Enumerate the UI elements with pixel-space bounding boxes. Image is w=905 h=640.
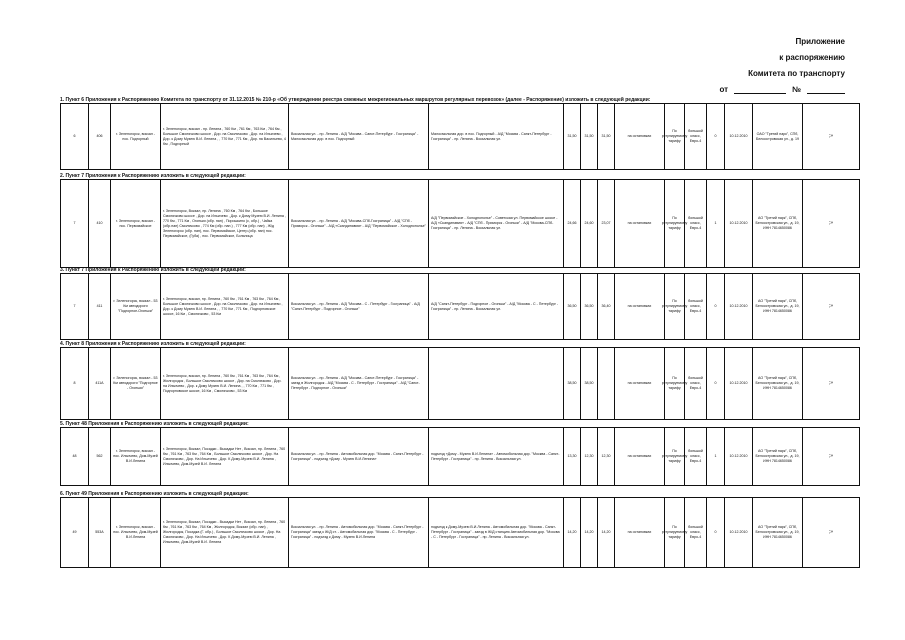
- cell-route-name: г. Зеленогорск, вокзал - 53 Км автодороги "Подгорное-Огоньки": [111, 274, 161, 339]
- cell-streets-forward: Вокзальная ул. - пр. Ленина - А/Д "Москва - С - Петербург - Госграница" - А/Д "Санкт-Петербург - Подгорное - Огоньки": [289, 274, 429, 339]
- cell-route-num: 48: [61, 428, 89, 485]
- cell-length-1: 36,50: [564, 274, 581, 339]
- cell-length-2: 31,50: [581, 104, 598, 169]
- section-title: 3. Пункт 7 Приложения к Распоряжению изложить в следующей редакции:: [60, 266, 860, 274]
- table-row: [60, 104, 860, 170]
- cell-bus-class: большой класс, Евро-4: [685, 428, 707, 485]
- cell-quantity: 1: [707, 180, 725, 267]
- cell-bus-class: большой класс, Евро-4: [685, 104, 707, 169]
- section-4: [60, 340, 860, 420]
- cell-end-mark: ;»: [828, 303, 834, 309]
- table-row: [60, 348, 860, 420]
- cell-carrier: АО "Третий парк", СПб, Белоостровская ул., д. 19, ИНН 7814650086: [753, 274, 803, 339]
- cell-boarding-order: на остановках: [615, 498, 665, 567]
- cell-reg-num: 411А: [89, 348, 111, 419]
- cell-bus-class: большой класс, Евро-4: [685, 274, 707, 339]
- cell-boarding-order: на остановках: [615, 348, 665, 419]
- cell-stops-path: г. Зеленогорск, Вокзал, пр. Ленина , 760 Км , 764 Км , Большое Смолячково шоссе , Дор. на Ильичево , Дор. к Дому Музею В.И. Ленина , 770 Км , 771 Км , Огоньки (обр. нап) , Порошкино (с, обр.) , Чайка (обр.нап) Смолячково , 774 Км (обр. нап.) , 777 Км (обр. нап) , Ж/д Зеленогорск (обр. нап), пос. Первомайское, Центр.(обр. нап) пос. Первомайское, (Губа) , пос. Первомайское, Больница: [161, 180, 289, 267]
- cell-end-mark: ;»: [828, 133, 834, 139]
- cell-reg-num: 411: [89, 274, 111, 339]
- header-line-committee: Комитета по транспорту: [748, 69, 845, 78]
- header-line-appendix: Приложение: [795, 37, 845, 46]
- cell-streets-back: Малосмольная дор. в пос. Подгорный - А/Д "Москва - Санкт-Петербург - Госграница" - пр. Ленина - Вокзальная ул.: [429, 104, 564, 169]
- cell-length-3: 14,20: [598, 498, 615, 567]
- cell-streets-back: подъезд «Дому - Музею В.И.Ленина» - Автомобильная дор. "Москва - Санкт-Петербург - Госграница" - пр. Ленина - Вокзальная ул.: [429, 428, 564, 485]
- cell-reg-num: 406: [89, 104, 111, 169]
- cell-length-1: 31,50: [564, 104, 581, 169]
- table-row: [60, 498, 860, 568]
- cell-boarding-order: на остановках: [615, 180, 665, 267]
- cell-route-name: г. Зеленогорск, вокзал - 53 Км автодороги "Подгорное - Огоньки": [111, 348, 161, 419]
- cell-length-2: 38,50: [581, 348, 598, 419]
- cell-length-2: 12,30: [581, 428, 598, 485]
- cell-length-1: 24,66: [564, 180, 581, 267]
- cell-tariff: По регулируемому тарифу: [665, 498, 685, 567]
- table-row: [60, 428, 860, 486]
- cell-boarding-order: на остановках: [615, 104, 665, 169]
- cell-boarding-order: на остановках: [615, 274, 665, 339]
- section-title: 4. Пункт 8 Приложения к Распоряжению изложить в следующей редакции:: [60, 340, 860, 348]
- table-row: [60, 274, 860, 340]
- cell-route-name: г. Зеленогорск, вокзал - пос. Первомайское: [111, 180, 161, 267]
- cell-end-mark: ;»: [828, 380, 834, 386]
- cell-end-mark: ;»: [828, 220, 834, 226]
- cell-stops-path: г. Зеленогорск, вокзал, пр. Ленина , 760 Км , 761 Км , 763 Км , 764 Км , Большое Смолячково шоссе , Дор. на Смолячково , Дор. на Ильичево , Дор. к Дому Музею В.И. Ленина , , 770 Км , 771 Км , Подгорновское шоссе, 16 Км , Смолячково , 53 Км: [161, 274, 289, 339]
- cell-carrier: АО "Третий парк", СПб, Белоостровская ул., д. 19, ИНН 7814650086: [753, 180, 803, 267]
- cell-route-num: 6: [61, 104, 89, 169]
- cell-streets-back: А/Д "Санкт-Петербург - Подгорное - Огоньки" - А/Д "Москва - С - Петербург - Госграница" - пр. Ленина - Вокзальная ул.: [429, 274, 564, 339]
- cell-length-1: 38,50: [564, 348, 581, 419]
- cell-route-name: г. Зеленогорск, вокзал - пос. Подгорный: [111, 104, 161, 169]
- date-prefix: от: [719, 85, 729, 94]
- cell-carrier: АО "Третий парк", СПб, Белоостровская ул., д. 19, ИНН 7814650086: [753, 348, 803, 419]
- cell-start-date: 10.12.2010: [725, 274, 753, 339]
- cell-reg-num: 562: [89, 428, 111, 485]
- cell-length-2: 36,50: [581, 274, 598, 339]
- cell-length-3: 12,30: [598, 428, 615, 485]
- cell-bus-class: большой класс, Евро-4: [685, 498, 707, 567]
- cell-stops-path: г. Зеленогорск, Вокзал, Посадки - Высадки Нет , Вокзал, пр. Ленина , 760 Км , 761 Км , 763 Км , 764 Км , Большое Смолячково шоссе , Дор. На Смолячково , Дор. На Ильичево , Дор. К Дому-Музею В.И. Ленина , Ильичево, Дом-Музей В.И. Ленина: [161, 428, 289, 485]
- cell-route-num: 8: [61, 348, 89, 419]
- cell-length-1: 14,20: [564, 498, 581, 567]
- document-header: [719, 34, 845, 98]
- cell-stops-path: г. Зеленогорск, вокзал, пр. Ленина , 760 Км , 761 Км , 763 Км , 764 Км , Жилгородок , Большое Смолячково шоссе , Дор. на Смолячково , Дор. на Ильичево , Дор. к Дому Музею В.И. Ленина , , 770 Км , 771 Км , Подгорновское шоссе, 16 Км , Смолячково , 53 Км: [161, 348, 289, 419]
- cell-quantity: 0: [707, 274, 725, 339]
- number-prefix: №: [792, 85, 801, 94]
- section-5: [60, 420, 860, 486]
- cell-end-mark: ;»: [828, 529, 834, 535]
- cell-streets-forward: Вокзальная ул. - пр. Ленина - Автомобильная дор. "Москва - Санкт-Петербург - Госграница" - подъезд «Дому - Музею В.И.Ленина»: [289, 428, 429, 485]
- cell-start-date: 10.12.2010: [725, 104, 753, 169]
- cell-length-2: 14,20: [581, 498, 598, 567]
- section-title: 1. Пункт 6 Приложения к Распоряжению Комитета по транспорту от 31.12.2015 № 210-р «Об утверждении реестра смежных межрегиональных маршрутов регулярных перевозок» (далее - Распоряжение) изложить в следующей редакции:: [60, 96, 860, 104]
- cell-streets-back: [429, 348, 564, 419]
- cell-length-3: 31,50: [598, 104, 615, 169]
- cell-tariff: По регулируемому тарифу: [665, 274, 685, 339]
- date-blank: [734, 82, 786, 94]
- cell-start-date: 10.12.2010: [725, 498, 753, 567]
- cell-stops-path: г. Зеленогорск, Вокзал, Посадки - Высадки Нет , Вокзал, пр. Ленина , 760 Км , 761 Км , 763 Км , 764 Км , Жилгородок, Вокзал (обр. нап) , Жилгородок, Посадка (Г. обр.) , Большое Смолячково шоссе , Дор. На Смолячково , Дор. На Ильичево , Дор. К Дому-Музею В.И. Ленина , Ильичево, Дом-Музей В.И. Ленина: [161, 498, 289, 567]
- cell-streets-back: подъезд к Дому-Музею В.И.Ленина - Автомобильная дор. "Москва - Санкт-Петербург - Госграница" - заезд в Ж/Д станцию Автомобильная дор. "Москва - С - Петербург - Госграница" - пр. Ленина - Вокзальная ул.: [429, 498, 564, 567]
- cell-streets-forward: Вокзальная ул. - пр. Ленина - А/Д "Москва - Санкт-Петербург - Госграница" - заезд в Жилгородок - А/Д "Москва - С - Петербург - Госграница" - А/Д "Санкт-Петербург - Подгорное - Огоньки": [289, 348, 429, 419]
- cell-bus-class: большой класс, Евро-4: [685, 348, 707, 419]
- cell-streets-back: А/Д "Первомайское - Холоднополье" - Советская ул. Первомайское шоссе - А/Д «Скандинавия» - А/Д "СПб - Приморск - Огоньки" - А/Д "Москва-СПб-Госграница" - пр. Ленина - Вокзальная ул.: [429, 180, 564, 267]
- number-blank: [807, 82, 845, 94]
- cell-streets-forward: Вокзальная ул. - пр. Ленина - А/Д "Москва - Санкт-Петербург - Госграница" - Малосмольная дор. в пос. Подгорный: [289, 104, 429, 169]
- section-title: 5. Пункт 48 Приложения к Распоряжению изложить в следующей редакции:: [60, 420, 860, 428]
- cell-boarding-order: на остановках: [615, 428, 665, 485]
- cell-carrier: АО "Третий парк", СПб, Белоостровская ул., д. 19, ИНН 7814650086: [753, 428, 803, 485]
- cell-reg-num: 553А: [89, 498, 111, 567]
- cell-tariff: По регулируемому тарифу: [665, 180, 685, 267]
- cell-length-3: 36,40: [598, 274, 615, 339]
- section-2: [60, 172, 860, 268]
- cell-route-num: 7: [61, 274, 89, 339]
- cell-bus-class: большой класс, Евро-4: [685, 180, 707, 267]
- section-title: 2. Пункт 7 Приложения к Распоряжению изложить в следующей редакции:: [60, 172, 860, 180]
- cell-route-name: г. Зеленогорск, вокзал - пос. Ильичево, Дом-Музей В.И.Ленина: [111, 428, 161, 485]
- cell-quantity: 0: [707, 498, 725, 567]
- cell-route-num: 7: [61, 180, 89, 267]
- cell-tariff: По регулируемому тарифу: [665, 348, 685, 419]
- header-line-order: к распоряжению: [779, 53, 845, 62]
- cell-tariff: По регулируемому тарифу: [665, 104, 685, 169]
- cell-tariff: По регулируемому тарифу: [665, 428, 685, 485]
- cell-start-date: 10.12.2010: [725, 428, 753, 485]
- cell-quantity: 1: [707, 428, 725, 485]
- section-3: [60, 266, 860, 340]
- cell-reg-num: 410: [89, 180, 111, 267]
- cell-route-name: г. Зеленогорск, вокзал - пос. Ильичево, Дом-Музей В.И.Ленина: [111, 498, 161, 567]
- cell-quantity: 0: [707, 348, 725, 419]
- section-title: 6. Пункт 49 Приложения к Распоряжению изложить в следующей редакции:: [60, 490, 860, 498]
- cell-streets-forward: Вокзальная ул. - пр. Ленина - Автомобильная дор. "Москва - Санкт-Петербург - Госграница" заезд к Ж/Д ст. - Автомобильная дор. "Москва - С - Петербург - Госграница" - подъезд к Дому - Музею В.И.Ленина: [289, 498, 429, 567]
- cell-length-3: 23,07: [598, 180, 615, 267]
- cell-carrier: ОАО "Третий парк", СПб, Белоостровская ул., д. 19: [753, 104, 803, 169]
- cell-start-date: 10.12.2010: [725, 348, 753, 419]
- cell-length-3: [598, 348, 615, 419]
- section-1: [60, 96, 860, 170]
- cell-start-date: 10.12.2010: [725, 180, 753, 267]
- cell-streets-forward: Вокзальная ул. - пр. Ленина - А/Д "Москва-СПб-Госграница" - А/Д "СПб - Приморск - Огоньки" - А/Д «Скандинавия» - А/Д "Первомайское - Холоднополье": [289, 180, 429, 267]
- table-row: [60, 180, 860, 268]
- cell-length-2: 24,60: [581, 180, 598, 267]
- cell-quantity: 0: [707, 104, 725, 169]
- cell-carrier: АО "Третий парк", СПб, Белоостровская ул., д. 19, ИНН 7814650086: [753, 498, 803, 567]
- cell-length-1: 13,30: [564, 428, 581, 485]
- cell-route-num: 49: [61, 498, 89, 567]
- cell-stops-path: г. Зеленогорск, вокзал - пр. Ленина , 760 Км , 761 Км , 763 Км , 764 Км , Большое Смолячково шоссе , Дор. на Смолячково , Дор. на Ильичево , Дор. к Дому Музею В.И. Ленина , , 770 Км , 771 Км , Дор. на Васильево, 4 Км , Подгорный: [161, 104, 289, 169]
- section-6: [60, 490, 860, 568]
- cell-end-mark: ;»: [828, 453, 834, 459]
